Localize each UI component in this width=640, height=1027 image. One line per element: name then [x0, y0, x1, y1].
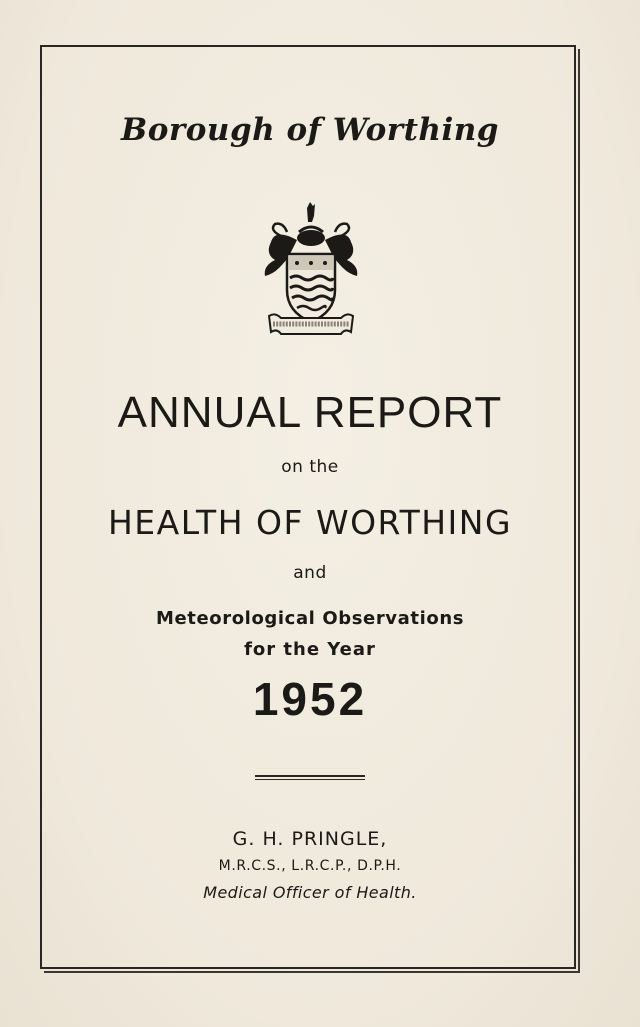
report-year: 1952 [252, 673, 368, 725]
divider-rule-thin [255, 779, 365, 780]
borough-heading: Borough of Worthing [121, 112, 499, 148]
on-the-text: on the [281, 457, 339, 477]
meteorological-line: Meteorological Observations [155, 608, 465, 629]
for-the-year-line: for the Year [244, 639, 376, 660]
author-qualifications: M.R.C.S., L.R.C.P., D.P.H. [218, 858, 402, 874]
author-role: Medical Officer of Health. [203, 883, 417, 902]
report-title: ANNUAL REPORT [117, 388, 503, 437]
divider-rule [255, 775, 365, 777]
report-subject: HEALTH OF WORTHING [107, 503, 513, 542]
coat-of-arms-icon [255, 200, 367, 342]
and-text: and [293, 563, 327, 583]
author-name: G. H. PRINGLE, [232, 828, 388, 850]
